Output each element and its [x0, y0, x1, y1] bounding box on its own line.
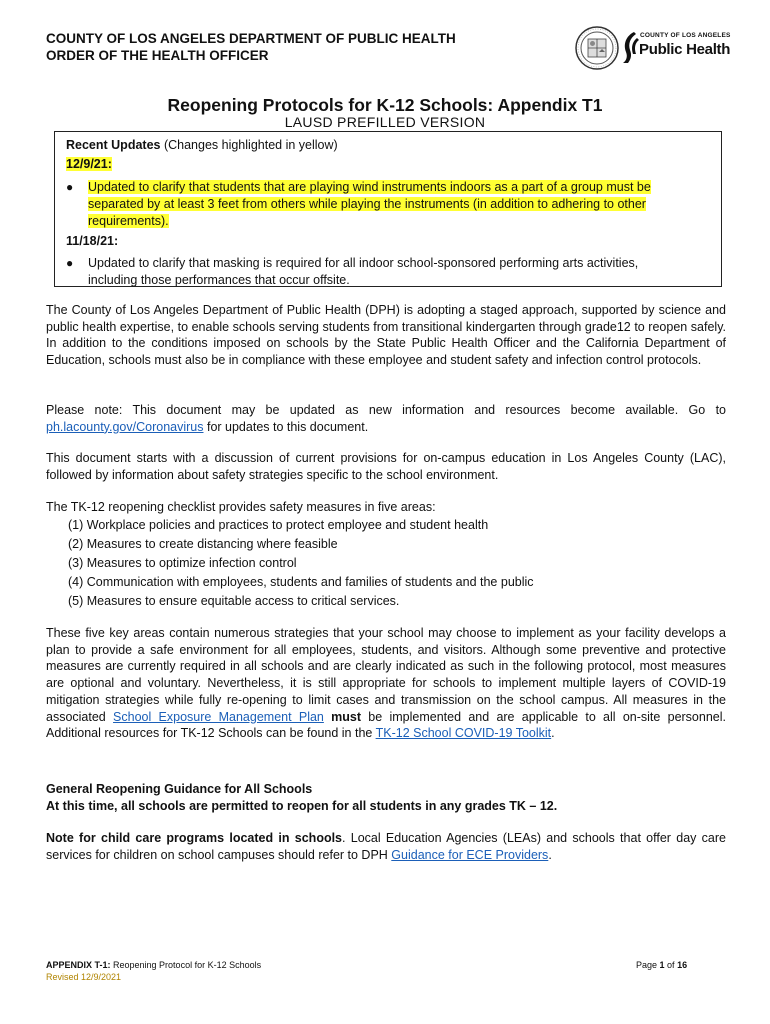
- document-subtitle: LAUSD PREFILLED VERSION: [284, 114, 486, 130]
- note-paragraph: Please note: This document may be updated as new information and resources become available. Go to ph.lacounty.gov/Coronavirus for updates to this document.: [46, 403, 726, 434]
- areas-list: [68, 516, 534, 611]
- updates-heading: Recent Updates (Changes highlighted in yellow): [66, 138, 338, 152]
- public-health-logo-icon: [620, 30, 640, 64]
- recent-updates-box: [54, 131, 722, 287]
- footer-page-number: Page 1 of 16: [636, 960, 688, 970]
- county-seal-icon: [575, 26, 619, 70]
- footer-appendix: APPENDIX T-1: Reopening Protocol for K-12 Schools: [46, 960, 262, 970]
- update-1-line-2: separated by at least 3 feet from others while playing the instruments (in addition to adhering to other: [88, 197, 646, 211]
- list-item: (5) Measures to ensure equitable access to critical services.: [68, 594, 400, 608]
- logo-public-health-text: Public Health: [639, 41, 731, 58]
- document-header: [46, 30, 456, 64]
- update-1-line-3: requirements).: [88, 214, 169, 228]
- header-line-1: COUNTY OF LOS ANGELES DEPARTMENT OF PUBLIC HEALTH: [46, 31, 456, 46]
- update-2-line-2: including those performances that occur offsite.: [88, 273, 350, 287]
- list-item: (1) Workplace policies and practices to protect employee and student health: [68, 518, 489, 532]
- logo-county-text: COUNTY OF LOS ANGELES: [640, 32, 731, 39]
- coronavirus-link[interactable]: ph.lacounty.gov/Coronavirus: [46, 419, 204, 434]
- update-2-line-1: Updated to clarify that masking is required for all indoor school-sponsored performing arts activities,: [88, 256, 639, 270]
- checklist-intro: The TK-12 reopening checklist provides safety measures in five areas:: [46, 500, 436, 514]
- update-date-2: 11/18/21:: [66, 234, 119, 248]
- header-line-2: ORDER OF THE HEALTH OFFICER: [46, 48, 269, 63]
- child-care-note: Note for child care programs located in schools. Local Education Agencies (LEAs) and schools that offer day care services for children on school campuses should refer to DPH Guidance for ECE Providers.: [46, 831, 726, 862]
- public-health-logo: [620, 30, 730, 64]
- strategies-paragraph: These five key areas contain numerous strategies that your school may choose to implement as your facility develops a plan to provide a safe environment for all employees, students, and visitors. Although some preventive and protective measures are currently required in all schools and are clearly indicated as such in the following protocol, most measures are optional and voluntary. Nevertheless, it is still appropriate for schools to implement multiple layers of COVID-19 mitigation strategies while fully re-opening to limit cases and transmission on the school campus. All measures in the associated School Exposure Management Plan must be implemented and are applicable to all on-site personnel. Additional resources for TK-12 Schools can be found in the TK-12 School COVID-19 Toolkit.: [46, 626, 726, 741]
- intro-paragraph: The County of Los Angeles Department of Public Health (DPH) is adopting a staged approach, supported by science and public health expertise, to enable schools serving students from transitional kindergarten through grade12 to reopen safely. In addition to the conditions imposed on schools by the State Public Health Officer and the California Department of Education, schools must also be in compliance with these employee and student safety and infection control protocols.: [46, 303, 726, 368]
- list-item: (2) Measures to create distancing where feasible: [68, 537, 338, 551]
- list-item: (4) Communication with employees, students and families of students and the public: [68, 575, 534, 589]
- exposure-plan-link[interactable]: School Exposure Management Plan: [113, 709, 324, 724]
- ece-guidance-link[interactable]: Guidance for ECE Providers: [391, 847, 549, 862]
- list-item: (3) Measures to optimize infection control: [68, 556, 297, 570]
- general-guidance-heading: General Reopening Guidance for All Schools At this time, all schools are permitted to reopen for all students in any grades TK – 12.: [46, 782, 558, 813]
- update-1-line-1: Updated to clarify that students that are playing wind instruments indoors as a part of a group must be: [88, 180, 651, 194]
- scope-paragraph: This document starts with a discussion of current provisions for on-campus education in Los Angeles County (LAC), followed by information about safety strategies specific to the school environment.: [46, 451, 726, 482]
- bullet-icon: ●: [66, 180, 74, 194]
- toolkit-link[interactable]: TK-12 School COVID-19 Toolkit: [375, 726, 552, 741]
- footer-revised: Revised 12/9/2021: [46, 972, 122, 982]
- bullet-icon: ●: [66, 256, 74, 270]
- update-date-1: 12/9/21:: [66, 157, 112, 171]
- document-title: Reopening Protocols for K-12 Schools: Appendix T1: [167, 95, 603, 115]
